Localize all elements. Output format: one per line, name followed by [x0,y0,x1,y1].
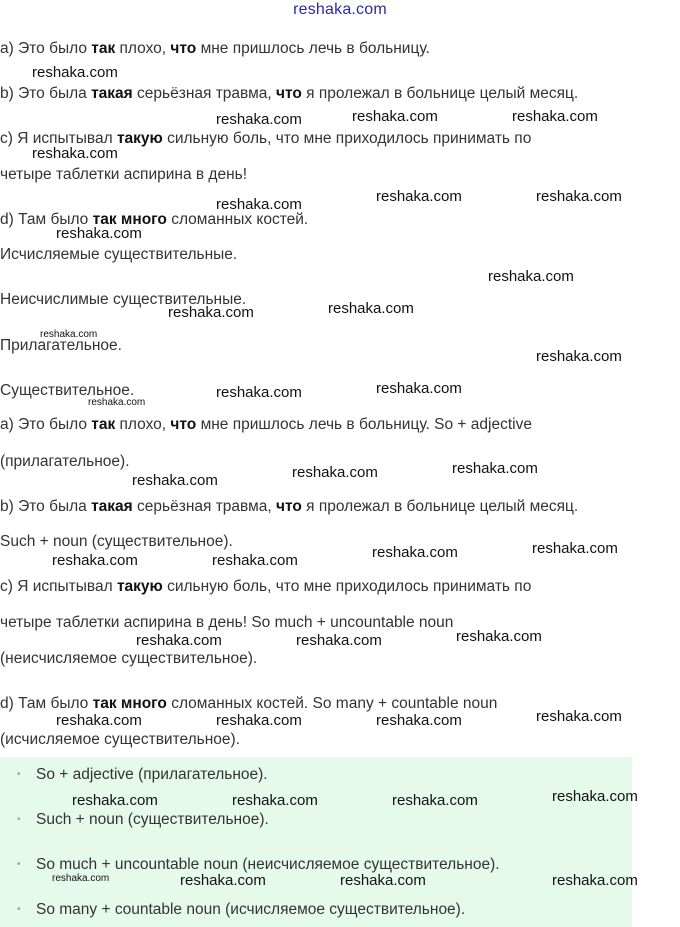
watermark: reshaka.com [232,792,318,809]
watermark: reshaka.com [376,712,462,729]
text-segment: я пролежал в больнице целый месяц. [301,498,579,515]
bold-keyword: такая [91,498,133,515]
bold-keyword: такую [116,578,163,595]
watermark: reshaka.com [376,380,462,397]
watermark: reshaka.com [536,348,622,365]
text-line [0,84,578,104]
watermark: reshaka.com [376,188,462,205]
watermark: reshaka.com [216,712,302,729]
bold-keyword: что [170,416,197,433]
watermark: reshaka.com [456,628,542,645]
text-line [0,532,233,552]
text-line [0,730,240,750]
watermark: reshaka.com [32,145,118,162]
watermark: reshaka.com [536,708,622,725]
watermark: reshaka.com [56,712,142,729]
text-segment: плохо, [115,40,171,57]
text-line [0,577,531,597]
text-segment: сломанных костей. So many + countable noun [166,695,498,712]
text-segment: c) Я испытывал [0,578,117,595]
watermark: reshaka.com [88,397,146,408]
text-segment: я пролежал в больнице целый месяц. [301,85,579,102]
watermark: reshaka.com [392,792,478,809]
watermark: reshaka.com [180,872,266,889]
text-line [0,415,532,435]
watermark: reshaka.com [296,632,382,649]
text-segment: c) Я испытывал [0,130,117,147]
bullet-icon: • [17,814,21,825]
watermark: reshaka.com [40,329,98,340]
bullet-icon: • [17,769,21,780]
text-segment: сильную боль, что мне приходилось принимать по [162,130,532,147]
text-line [0,452,130,472]
bold-keyword: так [91,416,116,433]
summary-item: So + adjective (прилагательное). [36,766,268,783]
text-line [0,497,578,517]
text-segment: четыре таблетки аспирина в день! [0,166,248,183]
watermark: reshaka.com [536,188,622,205]
watermark: reshaka.com [532,540,618,557]
text-segment: d) Там было [0,211,93,228]
watermark: reshaka.com [552,788,638,805]
summary-item: Such + noun (существительное). [36,811,269,828]
text-line [0,245,237,265]
watermark: reshaka.com [132,472,218,489]
text-segment: b) Это была [0,498,92,515]
text-segment: серьёзная травма, [132,498,276,515]
summary-box [0,757,632,927]
text-segment: d) Там было [0,695,93,712]
watermark: reshaka.com [488,268,574,285]
text-segment: Исчисляемые существительные. [0,246,238,263]
bold-keyword: так много [92,211,167,228]
bold-keyword: что [276,498,302,515]
bold-keyword: такую [116,130,163,147]
watermark: reshaka.com [72,792,158,809]
watermark: reshaka.com [216,196,302,213]
text-segment: мне пришлось лечь в больницу. So + adjective [196,416,532,433]
text-line [0,694,497,714]
text-segment: четыре таблетки аспирина в день! So much + uncountable noun [0,614,454,631]
text-line [0,165,247,185]
watermark: reshaka.com [352,108,438,125]
text-segment: сильную боль, что мне приходилось принимать по [162,578,532,595]
bullet-icon: • [17,859,21,870]
bold-keyword: такая [91,85,133,102]
watermark: reshaka.com [340,872,426,889]
bold-keyword: так [91,40,116,57]
text-line [0,39,430,59]
watermark: reshaka.com [452,460,538,477]
text-segment: Неисчислимые существительные. [0,291,247,308]
text-segment: a) Это было [0,416,92,433]
text-segment: серьёзная травма, [132,85,276,102]
watermark: reshaka.com [552,872,638,889]
text-segment: Существительное. [0,382,135,399]
watermark: reshaka.com [212,552,298,569]
watermark: reshaka.com [372,544,458,561]
site-title[interactable]: reshaka.com [293,1,387,18]
text-segment: Прилагательное. [0,337,122,354]
watermark: reshaka.com [512,108,598,125]
watermark: reshaka.com [168,304,254,321]
watermark: reshaka.com [52,873,110,884]
bullet-icon: • [17,904,21,915]
text-segment: Such + noun (существительное). [0,533,233,550]
watermark: reshaka.com [136,632,222,649]
watermark: reshaka.com [56,225,142,242]
text-segment: (неисчисляемое существительное). [0,650,258,667]
text-segment: (прилагательное). [0,453,130,470]
watermark: reshaka.com [328,300,414,317]
text-line [0,613,453,633]
bold-keyword: так много [92,695,167,712]
text-segment: b) Это была [0,85,92,102]
watermark: reshaka.com [52,552,138,569]
bold-keyword: что [276,85,302,102]
watermark: reshaka.com [216,111,302,128]
text-line [0,649,257,669]
text-segment: a) Это было [0,40,92,57]
text-segment: плохо, [115,416,171,433]
summary-item: So much + uncountable noun (неисчисляемое существительное). [36,856,500,873]
watermark: reshaka.com [292,464,378,481]
text-segment: мне пришлось лечь в больницу. [196,40,430,57]
bold-keyword: что [170,40,197,57]
summary-item: So many + countable noun (исчисляемое существительное). [36,901,466,918]
watermark: reshaka.com [32,64,118,81]
text-segment: (исчисляемое существительное). [0,731,241,748]
watermark: reshaka.com [216,384,302,401]
text-segment: сломанных костей. [166,211,309,228]
